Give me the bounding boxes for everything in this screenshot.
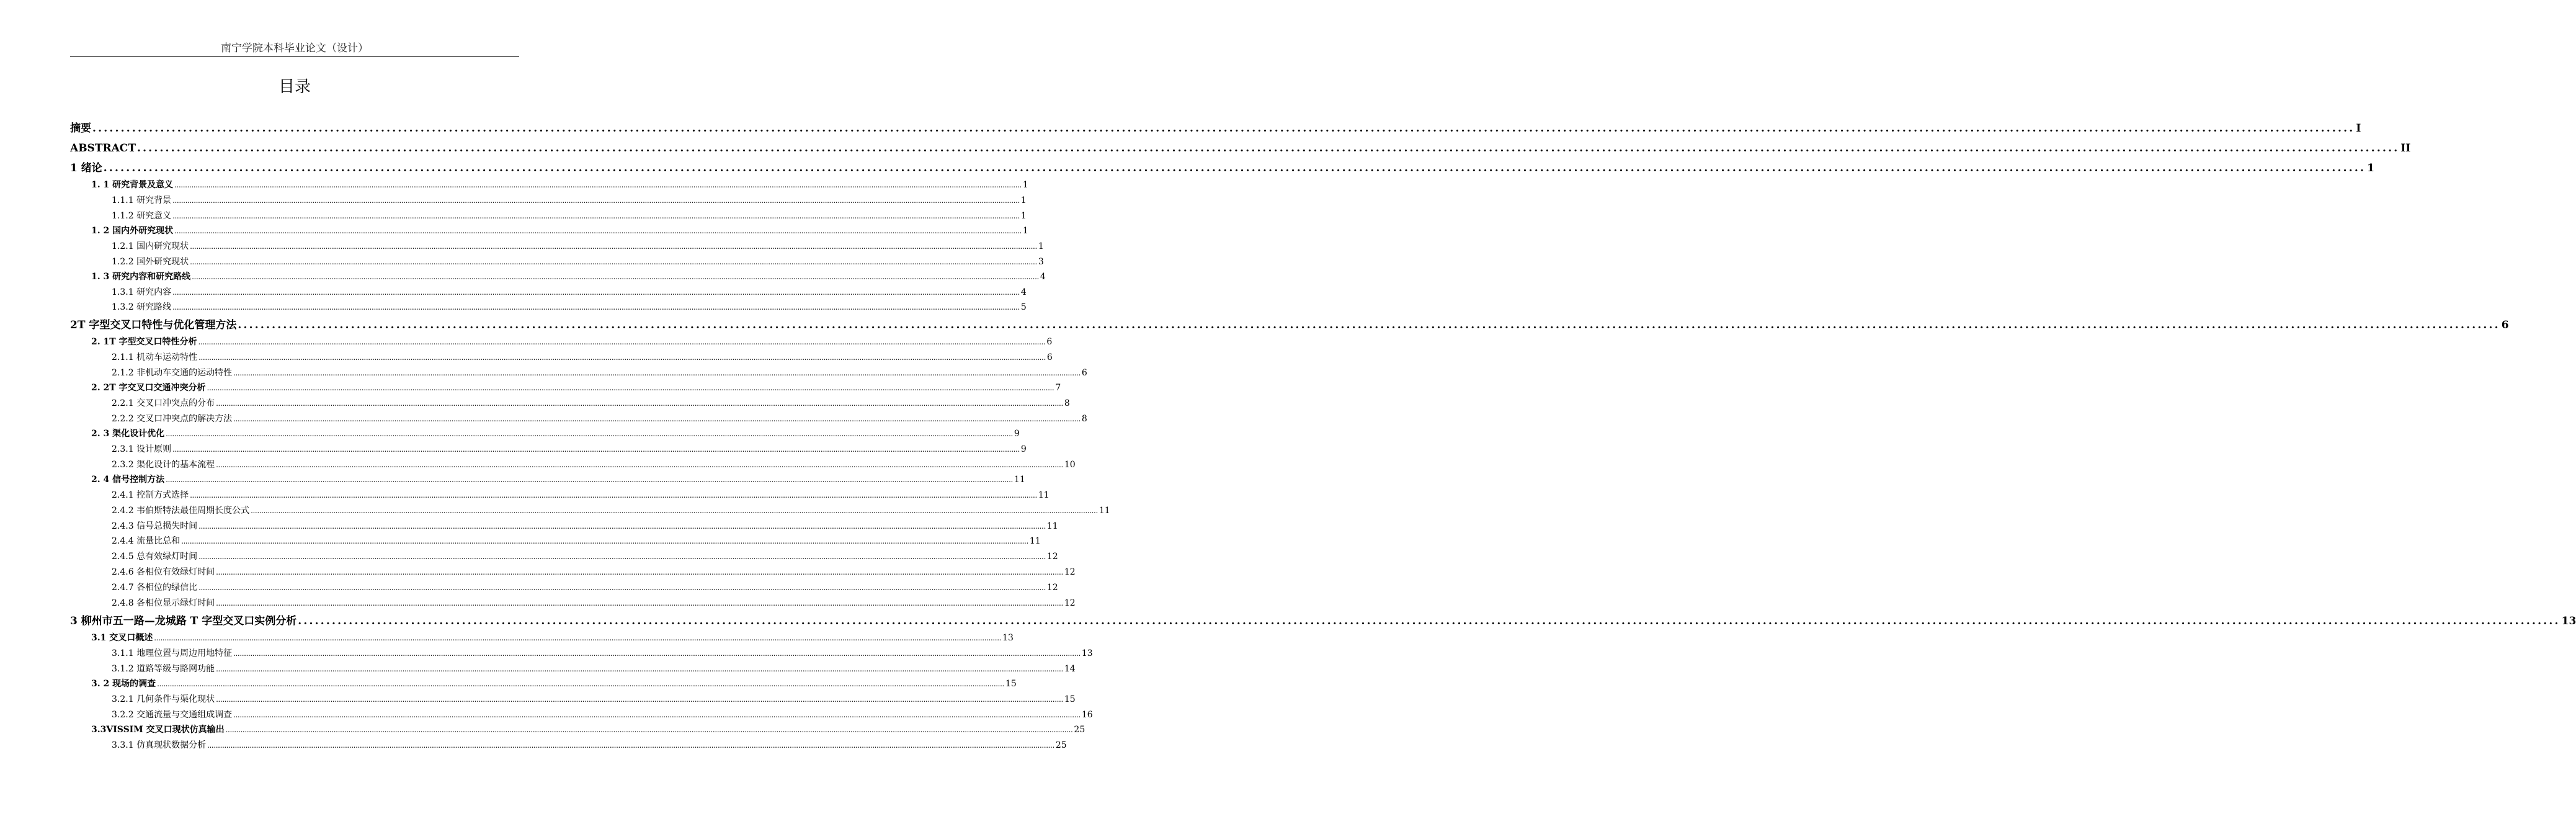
toc-entry-title: 3 柳州市五一路—龙城路 T 字型交叉口实例分析 [70,615,297,627]
toc-dot-leader: ................................................................................................................................................................................................................................................................................................................................................................................................................ [298,615,2560,627]
toc-dot-leader: ................................................................................................................................................................................................................................................................................................................................................................................................................ [233,710,1081,719]
toc-entry[interactable] [91,336,1053,348]
toc-entry-title: 2.4.8 各相位显示绿灯时间 [112,598,215,608]
toc-page-number: 3 [1038,256,1044,267]
toc-entry[interactable] [112,367,1087,379]
toc-entry-title: 2. 2T 字交叉口交通冲突分析 [91,383,206,393]
toc-page-number: 1 [2367,162,2374,174]
toc-entry[interactable] [112,647,1093,660]
toc-page-number: 12 [1064,567,1076,578]
toc-entry-title: 2.4.6 各相位有效绿灯时间 [112,567,215,578]
toc-entry[interactable] [91,678,1017,690]
toc-page-number: 7 [1055,383,1061,393]
toc-dot-leader: ................................................................................................................................................................................................................................................................................................................................................................................................................ [207,383,1054,393]
toc-dot-leader: ................................................................................................................................................................................................................................................................................................................................................................................................................ [216,599,1063,608]
toc-page-number: 1 [1038,241,1044,251]
toc-page-number: 10 [1064,459,1076,470]
toc-dot-leader: ................................................................................................................................................................................................................................................................................................................................................................................................................ [190,257,1037,266]
toc-page-number: 12 [1046,583,1058,593]
toc-dot-leader: ................................................................................................................................................................................................................................................................................................................................................................................................................ [251,506,1098,515]
toc-entry[interactable] [91,179,1028,191]
toc-entry-title: 3.2.2 交通流量与交通组成调查 [112,709,233,720]
toc-entry-title: 2T 字型交叉口特性与优化管理方法 [70,319,237,332]
toc-entry[interactable] [91,473,1025,486]
toc-page-number: II [2400,142,2411,155]
toc-entry[interactable] [112,489,1050,501]
toc-entry-title: 1.3.1 研究内容 [112,287,172,297]
toc-entry-title: 2.1.1 机动车运动特性 [112,352,198,363]
toc-dot-leader: ................................................................................................................................................................................................................................................................................................................................................................................................................ [216,568,1063,577]
toc-entry-title: 2.1.2 非机动车交通的运动特性 [112,368,233,379]
toc-dot-leader: ................................................................................................................................................................................................................................................................................................................................................................................................................ [174,181,1022,189]
toc-dot-leader: ................................................................................................................................................................................................................................................................................................................................................................................................................ [198,521,1046,531]
toc-dot-leader: ................................................................................................................................................................................................................................................................................................................................................................................................................ [190,490,1037,500]
toc-entry[interactable] [70,317,2509,333]
toc-entry-title: 1.1.2 研究意义 [112,210,172,221]
toc-entry-title: 2. 4 信号控制方法 [91,474,165,485]
toc-entry-title: 摘要 [70,122,91,135]
toc-entry[interactable] [112,550,1058,563]
toc-page-number: 1 [1020,210,1027,221]
toc-dot-leader: ................................................................................................................................................................................................................................................................................................................................................................................................................ [192,272,1039,281]
toc-entry[interactable] [91,724,1085,736]
toc-page-number: 1 [1022,180,1028,190]
toc-entry-title: 1.2.2 国外研究现状 [112,256,189,267]
toc-dot-leader: ................................................................................................................................................................................................................................................................................................................................................................................................................ [216,399,1063,408]
toc-dot-leader: ................................................................................................................................................................................................................................................................................................................................................................................................................ [172,287,1020,297]
toc-page-number: 6 [1081,368,1087,379]
toc-entry-title: 3.1 交叉口概述 [91,633,153,643]
toc-page-number: I [2356,122,2361,135]
toc-entry-title: 3. 2 现场的调查 [91,678,156,689]
toc-entry[interactable] [91,225,1028,237]
toc-entry[interactable] [112,663,1076,675]
toc-entry[interactable] [112,739,1067,751]
toc-entry[interactable] [112,301,1027,313]
toc-entry[interactable] [112,535,1041,547]
toc-entry[interactable] [91,271,1046,283]
toc-entry[interactable] [70,613,2576,629]
toc-entry-title: 2. 3 渠化设计优化 [91,429,165,439]
toc-entry-title: 2.4.2 韦伯斯特法最佳周期长度公式 [112,505,250,516]
toc-dot-leader: ................................................................................................................................................................................................................................................................................................................................................................................................................ [198,583,1046,593]
toc-entry[interactable] [112,194,1027,207]
toc-entry-title: ABSTRACT [70,142,136,155]
toc-dot-leader: ................................................................................................................................................................................................................................................................................................................................................................................................................ [233,415,1081,423]
toc-dot-leader: ................................................................................................................................................................................................................................................................................................................................................................................................................ [198,552,1046,562]
toc-entry[interactable] [70,120,2361,137]
toc-page-number: 12 [1046,552,1058,562]
toc-entry[interactable] [112,240,1044,253]
toc-dot-leader: ................................................................................................................................................................................................................................................................................................................................................................................................................ [190,241,1037,251]
toc-page-number: 25 [1074,724,1085,735]
toc-entry-title: 1.3.2 研究路线 [112,302,172,313]
toc-entry[interactable] [112,443,1027,455]
toc-page-number: 1 [1022,225,1028,236]
toc-dot-leader: ................................................................................................................................................................................................................................................................................................................................................................................................................ [172,303,1020,312]
toc-entry-title: 3.3VISSIM 交叉口现状仿真输出 [91,724,225,735]
toc-dot-leader: ................................................................................................................................................................................................................................................................................................................................................................................................................ [172,444,1020,454]
toc-dot-leader: ................................................................................................................................................................................................................................................................................................................................................................................................................ [166,475,1013,484]
toc-dot-leader: ................................................................................................................................................................................................................................................................................................................................................................................................................ [238,319,2500,332]
toc-dot-leader: ................................................................................................................................................................................................................................................................................................................................................................................................................ [103,162,2366,174]
toc-entry[interactable] [91,428,1020,440]
toc-entry[interactable] [112,286,1027,298]
toc-page-number: 6 [1046,352,1053,363]
toc-dot-leader: ................................................................................................................................................................................................................................................................................................................................................................................................................ [157,679,1004,688]
toc-entry-title: 2.4.7 各相位的绿信比 [112,583,198,593]
toc-dot-leader: ................................................................................................................................................................................................................................................................................................................................................................................................................ [172,195,1020,205]
toc-entry-title: 2.4.5 总有效绿灯时间 [112,552,198,562]
toc-entry-title: 2.2.1 交叉口冲突点的分布 [112,398,215,409]
toc-page-number: 4 [1020,287,1027,297]
toc-dot-leader: ................................................................................................................................................................................................................................................................................................................................................................................................................ [198,338,1046,347]
toc-entry-title: 2.2.2 交叉口冲突点的解决方法 [112,414,233,424]
toc-dot-leader: ................................................................................................................................................................................................................................................................................................................................................................................................................ [216,460,1063,469]
toc-page-number: 8 [1064,398,1070,409]
toc-entry[interactable] [112,709,1093,721]
toc-page-number: 11 [1099,505,1110,516]
toc-entry[interactable] [112,566,1076,578]
toc-dot-leader: ................................................................................................................................................................................................................................................................................................................................................................................................................ [154,634,1002,642]
toc-entry[interactable] [112,256,1044,268]
toc-entry-title: 1. 3 研究内容和研究路线 [91,271,191,282]
toc-dot-leader: ................................................................................................................................................................................................................................................................................................................................................................................................................ [225,725,1073,734]
toc-dot-leader: ................................................................................................................................................................................................................................................................................................................................................................................................................ [233,369,1081,378]
toc-entry-title: 1. 1 研究背景及意义 [91,180,174,190]
toc-entry[interactable] [91,382,1061,394]
toc-entry-title: 2.4.3 信号总损失时间 [112,521,198,531]
toc-page-number: 9 [1020,444,1027,454]
toc-entry[interactable] [112,520,1058,532]
toc-page-number: 11 [1038,490,1050,500]
toc-entry[interactable] [91,632,1014,644]
toc-dot-leader: ................................................................................................................................................................................................................................................................................................................................................................................................................ [174,226,1022,235]
page-header: 南宁学院本科毕业论文（设计） [221,42,368,55]
toc-entry-title: 3.1.2 道路等级与路网功能 [112,663,215,674]
toc-page-number: 4 [1040,271,1046,282]
toc-dot-leader: ................................................................................................................................................................................................................................................................................................................................................................................................................ [172,211,1020,220]
toc-dot-leader: ................................................................................................................................................................................................................................................................................................................................................................................................................ [207,740,1054,750]
toc-entry[interactable] [112,210,1027,222]
toc-page-number: 13 [1081,648,1093,658]
toc-entry-title: 2.4.1 控制方式选择 [112,490,189,500]
toc-page-number: 15 [1064,694,1076,704]
toc-entry[interactable] [112,581,1058,594]
toc-page-number: 14 [1064,663,1076,674]
toc-entry-title: 1.1.1 研究背景 [112,195,172,205]
toc-entry[interactable] [112,597,1076,609]
toc-dot-leader: ................................................................................................................................................................................................................................................................................................................................................................................................................ [92,122,2355,135]
toc-entry-title: 2.4.4 流量比总和 [112,536,180,547]
toc-entry-title: 1. 2 国内外研究现状 [91,225,174,236]
toc-page-number: 11 [1046,521,1058,531]
toc-page-number: 6 [2501,319,2509,332]
toc-page-number: 13 [1002,633,1014,643]
toc-entry[interactable] [112,693,1076,706]
toc-entry-title: 2. 1T 字型交叉口特性分析 [91,337,197,348]
toc-page-number: 11 [1014,474,1025,485]
toc-entry-title: 1 绪论 [70,162,102,174]
toc-page-number: 5 [1020,302,1027,313]
toc-dot-leader: ................................................................................................................................................................................................................................................................................................................................................................................................................ [198,353,1046,362]
toc-entry-title: 3.3.1 仿真现状数据分析 [112,740,207,750]
toc-entry[interactable] [112,397,1070,410]
toc-entry[interactable] [70,140,2411,156]
toc-dot-leader: ................................................................................................................................................................................................................................................................................................................................................................................................................ [136,142,2400,155]
toc-page-number: 9 [1014,429,1020,439]
toc-dot-leader: ................................................................................................................................................................................................................................................................................................................................................................................................................ [216,694,1063,704]
toc-page-number: 1 [1020,195,1027,205]
toc-page-number: 15 [1005,678,1017,689]
toc-page-number: 16 [1081,709,1093,720]
toc-page-number: 25 [1055,740,1067,750]
toc-entry[interactable] [112,413,1087,425]
toc-page-number: 6 [1046,337,1053,348]
toc-entry-title: 2.3.1 设计原则 [112,444,172,454]
toc-page-number: 11 [1029,536,1041,547]
header-divider [70,56,519,57]
toc-dot-leader: ................................................................................................................................................................................................................................................................................................................................................................................................................ [233,648,1081,658]
toc-entry-title: 1.2.1 国内研究现状 [112,241,189,251]
toc-entry[interactable] [112,459,1076,471]
toc-dot-leader: ................................................................................................................................................................................................................................................................................................................................................................................................................ [216,664,1063,673]
page-title: 目录 [278,78,311,96]
toc-dot-leader: ................................................................................................................................................................................................................................................................................................................................................................................................................ [166,429,1013,438]
toc-entry-title: 2.3.2 渠化设计的基本流程 [112,459,215,470]
toc-entry[interactable] [112,351,1053,364]
toc-entry[interactable] [70,160,2374,176]
toc-page-number: 13 [2561,615,2576,627]
toc-page-number: 12 [1064,598,1076,608]
toc-entry[interactable] [112,504,1110,517]
toc-entry-title: 3.1.1 地理位置与周边用地特征 [112,648,233,658]
toc-dot-leader: ................................................................................................................................................................................................................................................................................................................................................................................................................ [181,537,1028,546]
toc-entry-title: 3.2.1 几何条件与渠化现状 [112,694,215,704]
toc-page-number: 8 [1081,414,1087,424]
